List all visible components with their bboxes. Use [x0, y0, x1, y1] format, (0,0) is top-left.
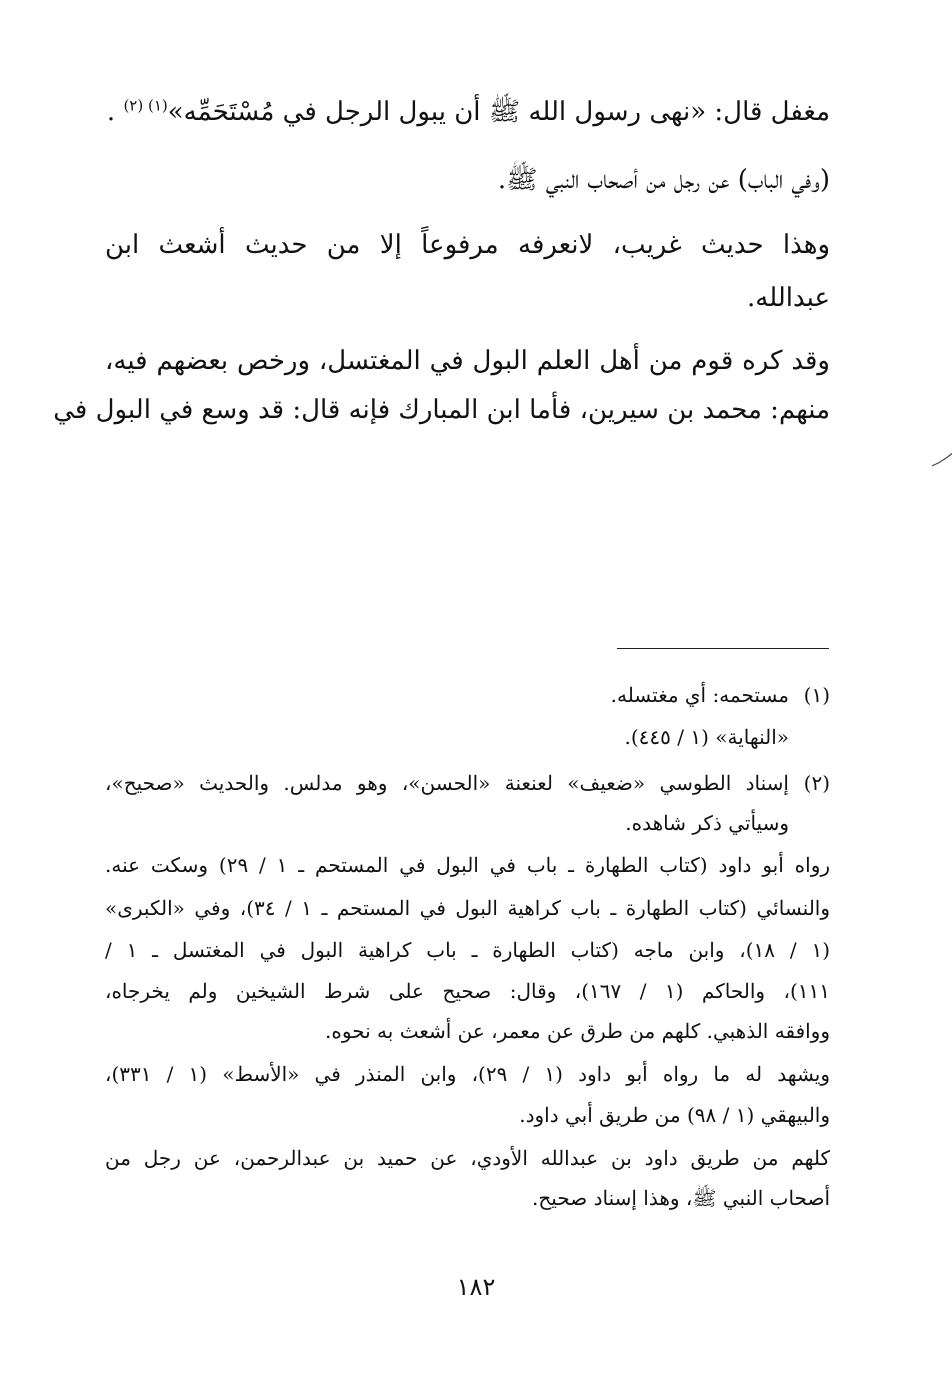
footnote-1-number: (١)	[803, 683, 830, 707]
page-edge-curve	[928, 446, 952, 476]
main-text-line-4: عبدالله.	[747, 283, 830, 313]
main-text-line-3: وهذا حديث غريب، لانعرفه مرفوعاً إلا من حديث أشعث ابن	[105, 230, 830, 260]
main-text-line-1-body: مغفل قال: «نهى رسول الله ﷺ أن يبول الرجل في مُسْتَحَمِّه»	[167, 97, 830, 127]
main-text-line-1	[107, 94, 830, 130]
footnote-2-line-9: والبيهقي (١ / ٩٨) من طريق أبي داود.	[519, 1103, 830, 1127]
footnote-2-line-10: كلهم من طريق داود بن عبدالله الأودي، عن حميد بن عبدالرحمن، عن رجل من	[105, 1146, 830, 1170]
main-text-line-6: منهم: محمد بن سيرين، فأما ابن المبارك فإنه قال: قد وسع في البول في	[53, 395, 830, 425]
footnote-2-line-11: أصحاب النبي ﷺ، وهذا إسناد صحيح.	[532, 1186, 830, 1210]
footnote-2-number: (٢)	[803, 771, 830, 795]
footnote-2-line-1: إسناد الطوسي «ضعيف» لعنعنة «الحسن»، وهو مدلس. والحديث «صحيح»،	[105, 771, 789, 795]
main-text-line-2: (وفي الباب) عن رجل من أصحاب النبي ﷺ.	[497, 165, 830, 195]
main-text-line-5: وقد كره قوم من أهل العلم البول في المغتسل، ورخص بعضهم فيه،	[105, 346, 830, 376]
footnote-references[interactable]: (١) (٢)	[123, 96, 168, 115]
main-text-line-1-end: .	[106, 97, 124, 127]
footnote-2-line-8: ويشهد له ما رواه أبو داود (١ / ٢٩)، وابن المنذر في «الأسط» (١ / ٣٣١)،	[105, 1062, 831, 1086]
footnote-2-line-4: والنسائي (كتاب الطهارة ـ باب كراهية البول في المستحم ـ ١ / ٣٤)، وفي «الكبرى»	[105, 896, 831, 920]
page-number: ١٨٢	[456, 1273, 496, 1301]
footnote-1-line-2: «النهاية» (١ / ٤٤٥).	[624, 725, 789, 749]
footnote-2-line-3: رواه أبو داود (كتاب الطهارة ـ باب في البول في المستحم ـ ١ / ٢٩) وسكت عنه.	[105, 853, 831, 877]
footnote-1-line-1: مستحمه: أي مغتسله.	[610, 683, 789, 707]
footnote-2-line-6: ١١١)، والحاكم (١ / ١٦٧)، وقال: صحيح على شرط الشيخين ولم يخرجاه،	[105, 979, 831, 1003]
footnote-2-line-7: ووافقه الذهبي. كلهم من طرق عن معمر، عن أشعث به نحوه.	[325, 1019, 830, 1043]
footnote-separator	[617, 648, 829, 649]
footnote-2-line-5: (١ / ١٨)، وابن ماجه (كتاب الطهارة ـ باب كراهية البول في المغتسل ـ ١ /	[105, 938, 830, 962]
footnote-2-line-2: وسيأتي ذكر شاهده.	[625, 811, 789, 835]
